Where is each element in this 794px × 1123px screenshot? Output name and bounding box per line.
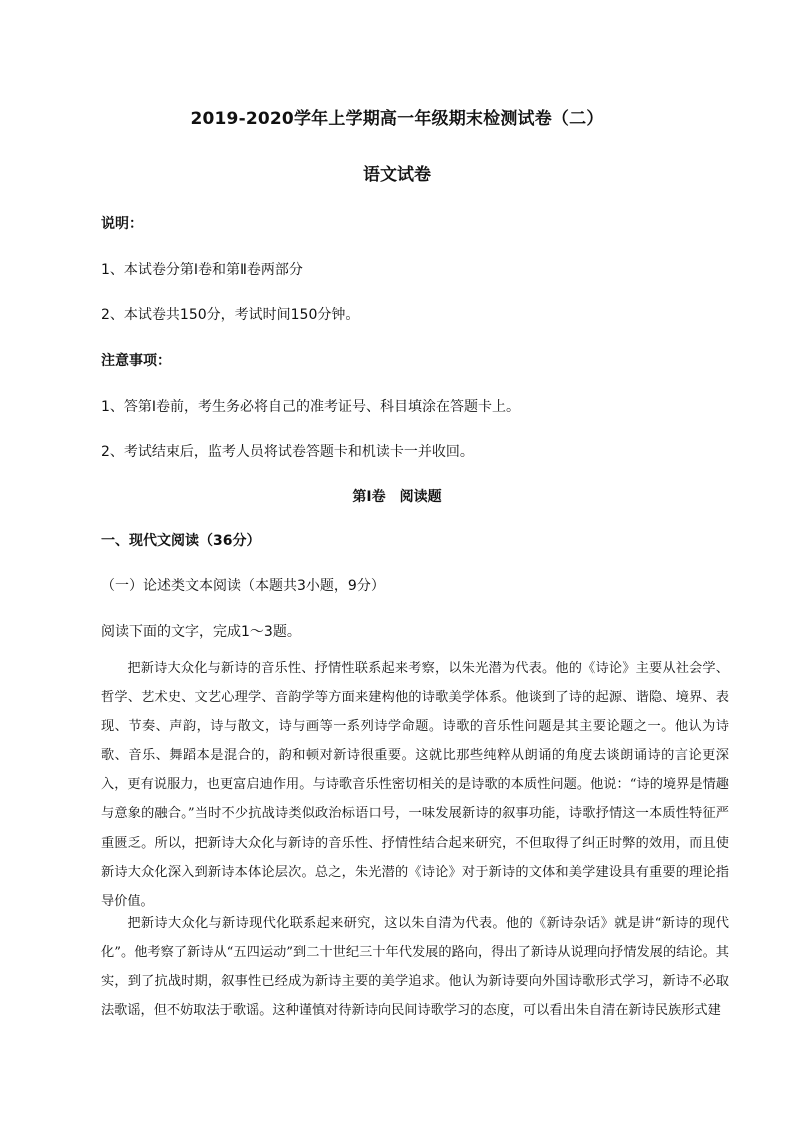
instructions-heading: 说明： bbox=[101, 216, 143, 232]
note-item: 2、考试结束后，监考人员将试卷答题卡和机读卡一并收回。 bbox=[101, 444, 474, 460]
reading-direction: 阅读下面的文字，完成1～3题。 bbox=[101, 624, 301, 640]
exam-subtitle: 语文试卷 bbox=[363, 165, 431, 185]
section-title: 第Ⅰ卷 阅读题 bbox=[352, 489, 442, 505]
note-item: 1、答第Ⅰ卷前，考生务必将自己的准考证号、科目填涂在答题卡上。 bbox=[101, 399, 521, 415]
part-heading: 一、现代文阅读（36分） bbox=[101, 533, 261, 549]
passage-paragraph: 把新诗大众化与新诗现代化联系起来研究，这以朱自清为代表。他的《新诗杂话》就是讲“新诗的现代化”。他考察了新诗从“五四运动”到二十世纪三十年代发展的路向，得出了新诗从说理向抒情发展的结论。其实，到了抗战时期，叙事性已经成为新诗主要的美学追求。他认为新诗要向外国诗歌形式学习，新诗不必取法歌谣，但不妨取法于歌谣。这种谨慎对待新诗向民间诗歌学习的态度，可以看出朱自清在新诗民族形式建 bbox=[101, 916, 729, 1019]
instruction-item: 2、本试卷共150分，考试时间150分钟。 bbox=[101, 307, 360, 323]
instruction-item: 1、本试卷分第Ⅰ卷和第Ⅱ卷两部分 bbox=[101, 262, 303, 278]
exam-title: 2019-2020学年上学期高一年级期末检测试卷（二） bbox=[190, 109, 604, 129]
sub-heading: （一）论述类文本阅读（本题共3小题，9分） bbox=[101, 578, 385, 594]
notes-heading: 注意事项： bbox=[101, 353, 171, 369]
passage-paragraph: 把新诗大众化与新诗的音乐性、抒情性联系起来考察，以朱光潜为代表。他的《诗论》主要从社会学、哲学、艺术史、文艺心理学、音韵学等方面来建构他的诗歌美学体系。他谈到了诗的起源、谐隐、境界、表现、节奏、声韵，诗与散文，诗与画等一系列诗学命题。诗歌的音乐性问题是其主要论题之一。他认为诗歌、音乐、舞蹈本是混合的，韵和顿对新诗很重要。这就比那些纯粹从朗诵的角度去谈朗诵诗的言论更深入，更有说服力，也更富启迪作用。与诗歌音乐性密切相关的是诗歌的本质性问题。他说：“诗的境界是情趣与意象的融合。”当时不少抗战诗类似政治标语口号，一味发展新诗的叙事功能，诗歌抒情这一本质性特征严重匮乏。所以，把新诗大众化与新诗的音乐性、抒情性结合起来研究，不但取得了纠正时弊的效用，而且使新诗大众化深入到新诗本体论层次。总之，朱光潜的《诗论》对于新诗的文体和美学建设具有重要的理论指导价值。 bbox=[101, 661, 729, 909]
